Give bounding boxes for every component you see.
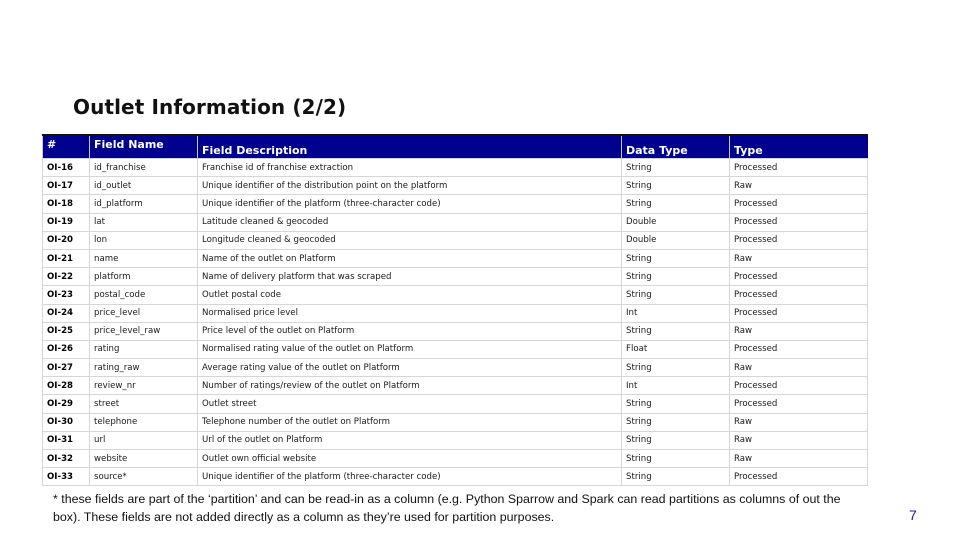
cell-field-description: Longitude cleaned & geocoded xyxy=(198,231,622,249)
cell-type: Raw xyxy=(730,177,868,195)
field-table xyxy=(42,134,868,486)
table-row xyxy=(43,431,868,449)
table-header-row xyxy=(43,135,868,159)
cell-type: Processed xyxy=(730,286,868,304)
footnote: * these fields are part of the ‘partition’ and can be read-in as a column (e.g. Python Sparrow and Spark can read partitions as columns of out the box). These fields are not added directly as a column as they’re used for partition purposes. xyxy=(53,492,841,524)
cell-field-description: Number of ratings/review of the outlet on Platform xyxy=(198,377,622,395)
cell-data-type: String xyxy=(622,413,730,431)
cell-type: Raw xyxy=(730,359,868,377)
cell-data-type: Float xyxy=(622,340,730,358)
cell-field-description: Normalised rating value of the outlet on Platform xyxy=(198,340,622,358)
cell-field-name: street xyxy=(90,395,198,413)
cell-id: OI-25 xyxy=(43,322,90,340)
table-body xyxy=(43,159,868,486)
cell-field-description: Unique identifier of the platform (three-character code) xyxy=(198,195,622,213)
cell-data-type: String xyxy=(622,249,730,267)
cell-id: OI-22 xyxy=(43,268,90,286)
cell-id: OI-28 xyxy=(43,377,90,395)
table-row xyxy=(43,268,868,286)
cell-field-name: url xyxy=(90,431,198,449)
cell-type: Raw xyxy=(730,450,868,468)
cell-field-name: source* xyxy=(90,468,198,486)
cell-data-type: String xyxy=(622,450,730,468)
cell-id: OI-26 xyxy=(43,340,90,358)
cell-field-name: id_platform xyxy=(90,195,198,213)
cell-field-description: Outlet street xyxy=(198,395,622,413)
cell-data-type: Int xyxy=(622,304,730,322)
cell-field-name: id_franchise xyxy=(90,159,198,177)
cell-field-name: name xyxy=(90,249,198,267)
table-row xyxy=(43,468,868,486)
cell-data-type: String xyxy=(622,177,730,195)
table-row xyxy=(43,395,868,413)
table-row xyxy=(43,377,868,395)
cell-type: Raw xyxy=(730,413,868,431)
cell-field-description: Unique identifier of the platform (three-character code) xyxy=(198,468,622,486)
cell-id: OI-20 xyxy=(43,231,90,249)
cell-id: OI-30 xyxy=(43,413,90,431)
cell-id: OI-19 xyxy=(43,213,90,231)
table-row xyxy=(43,195,868,213)
header-type: Type xyxy=(730,135,868,159)
cell-data-type: Double xyxy=(622,213,730,231)
cell-id: OI-29 xyxy=(43,395,90,413)
cell-id: OI-18 xyxy=(43,195,90,213)
cell-field-name: price_level_raw xyxy=(90,322,198,340)
cell-field-description: Price level of the outlet on Platform xyxy=(198,322,622,340)
page-number: 7 xyxy=(909,507,917,523)
cell-field-description: Unique identifier of the distribution point on the platform xyxy=(198,177,622,195)
cell-field-description: Name of delivery platform that was scraped xyxy=(198,268,622,286)
cell-field-description: Telephone number of the outlet on Platform xyxy=(198,413,622,431)
cell-type: Processed xyxy=(730,377,868,395)
table-row xyxy=(43,213,868,231)
cell-id: OI-23 xyxy=(43,286,90,304)
cell-field-name: rating xyxy=(90,340,198,358)
cell-field-description: Normalised price level xyxy=(198,304,622,322)
header-data-type: Data Type xyxy=(622,135,730,159)
cell-type: Processed xyxy=(730,304,868,322)
cell-id: OI-31 xyxy=(43,431,90,449)
cell-data-type: String xyxy=(622,431,730,449)
cell-field-name: lat xyxy=(90,213,198,231)
cell-type: Raw xyxy=(730,249,868,267)
cell-field-name: rating_raw xyxy=(90,359,198,377)
cell-field-name: review_nr xyxy=(90,377,198,395)
cell-data-type: Double xyxy=(622,231,730,249)
cell-id: OI-24 xyxy=(43,304,90,322)
cell-data-type: Int xyxy=(622,377,730,395)
cell-type: Processed xyxy=(730,159,868,177)
table-row xyxy=(43,340,868,358)
header-number: # xyxy=(43,135,90,159)
cell-id: OI-32 xyxy=(43,450,90,468)
cell-field-name: website xyxy=(90,450,198,468)
cell-field-description: Outlet postal code xyxy=(198,286,622,304)
cell-data-type: String xyxy=(622,395,730,413)
table-row xyxy=(43,359,868,377)
cell-data-type: String xyxy=(622,159,730,177)
cell-field-name: telephone xyxy=(90,413,198,431)
table-row xyxy=(43,231,868,249)
cell-field-name: id_outlet xyxy=(90,177,198,195)
cell-field-description: Average rating value of the outlet on Platform xyxy=(198,359,622,377)
cell-field-description: Name of the outlet on Platform xyxy=(198,249,622,267)
table-row xyxy=(43,159,868,177)
cell-type: Processed xyxy=(730,213,868,231)
cell-field-name: price_level xyxy=(90,304,198,322)
table-row xyxy=(43,177,868,195)
cell-data-type: String xyxy=(622,286,730,304)
cell-type: Processed xyxy=(730,268,868,286)
slide-title: Outlet Information (2/2) xyxy=(73,95,347,119)
cell-field-description: Url of the outlet on Platform xyxy=(198,431,622,449)
cell-field-description: Latitude cleaned & geocoded xyxy=(198,213,622,231)
header-field-name: Field Name xyxy=(90,135,198,159)
table-row xyxy=(43,413,868,431)
cell-data-type: String xyxy=(622,195,730,213)
cell-type: Raw xyxy=(730,322,868,340)
cell-type: Processed xyxy=(730,468,868,486)
cell-id: OI-17 xyxy=(43,177,90,195)
table-row xyxy=(43,286,868,304)
cell-data-type: String xyxy=(622,359,730,377)
cell-type: Processed xyxy=(730,195,868,213)
cell-field-description: Franchise id of franchise extraction xyxy=(198,159,622,177)
cell-type: Raw xyxy=(730,431,868,449)
cell-id: OI-27 xyxy=(43,359,90,377)
cell-data-type: String xyxy=(622,322,730,340)
table-row xyxy=(43,249,868,267)
table-row xyxy=(43,322,868,340)
cell-field-name: postal_code xyxy=(90,286,198,304)
cell-field-name: lon xyxy=(90,231,198,249)
cell-field-description: Outlet own official website xyxy=(198,450,622,468)
cell-data-type: String xyxy=(622,268,730,286)
cell-type: Processed xyxy=(730,340,868,358)
table-row xyxy=(43,304,868,322)
cell-id: OI-21 xyxy=(43,249,90,267)
cell-id: OI-33 xyxy=(43,468,90,486)
table-row xyxy=(43,450,868,468)
cell-id: OI-16 xyxy=(43,159,90,177)
cell-data-type: String xyxy=(622,468,730,486)
header-field-description: Field Description xyxy=(198,135,622,159)
cell-type: Processed xyxy=(730,231,868,249)
cell-field-name: platform xyxy=(90,268,198,286)
cell-type: Processed xyxy=(730,395,868,413)
